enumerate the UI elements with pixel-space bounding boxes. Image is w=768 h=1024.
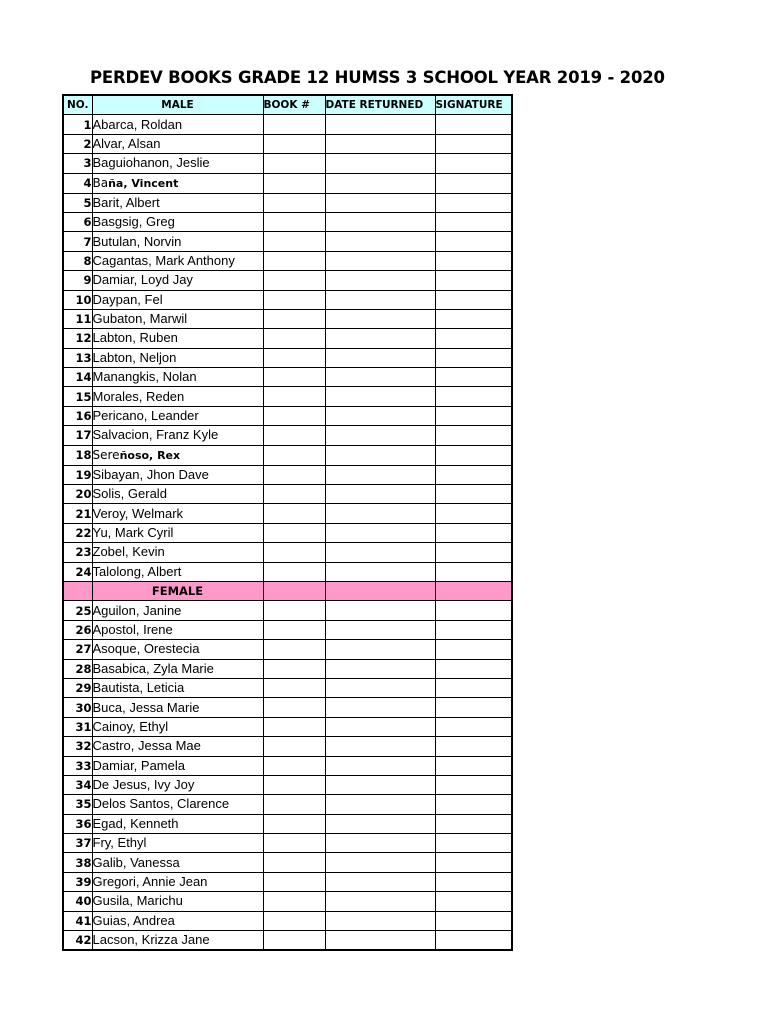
row-number: 18 xyxy=(63,445,92,465)
signature-cell xyxy=(435,717,512,736)
row-number: 35 xyxy=(63,795,92,814)
signature-cell xyxy=(435,485,512,504)
row-number: 13 xyxy=(63,348,92,367)
student-name: Salvacion, Franz Kyle xyxy=(92,426,263,445)
student-name: Labton, Neljon xyxy=(92,348,263,367)
row-number: 4 xyxy=(63,173,92,193)
table-row xyxy=(63,640,512,659)
book-number-cell xyxy=(263,834,325,853)
signature-cell xyxy=(435,406,512,425)
signature-cell xyxy=(435,251,512,270)
table-row xyxy=(63,232,512,251)
date-returned-cell xyxy=(325,834,435,853)
section-no-cell xyxy=(63,581,92,600)
student-name: Cagantas, Mark Anthony xyxy=(92,251,263,270)
row-number: 36 xyxy=(63,814,92,833)
table-row xyxy=(63,872,512,891)
signature-cell xyxy=(435,892,512,911)
row-number: 1 xyxy=(63,115,92,134)
date-returned-cell xyxy=(325,737,435,756)
student-name: Manangkis, Nolan xyxy=(92,368,263,387)
table-row xyxy=(63,485,512,504)
signature-cell xyxy=(435,504,512,523)
row-number: 42 xyxy=(63,931,92,951)
signature-cell xyxy=(435,562,512,581)
book-number-cell xyxy=(263,640,325,659)
row-number: 19 xyxy=(63,465,92,484)
signature-cell xyxy=(435,309,512,328)
row-number: 17 xyxy=(63,426,92,445)
book-return-table xyxy=(62,94,513,951)
signature-cell xyxy=(435,523,512,542)
table-row xyxy=(63,504,512,523)
signature-cell xyxy=(435,775,512,794)
signature-cell xyxy=(435,193,512,212)
signature-cell xyxy=(435,795,512,814)
book-number-cell xyxy=(263,251,325,270)
signature-cell xyxy=(435,212,512,231)
table-row xyxy=(63,309,512,328)
row-number: 23 xyxy=(63,543,92,562)
signature-cell xyxy=(435,678,512,697)
table-row xyxy=(63,154,512,173)
row-number: 28 xyxy=(63,659,92,678)
book-number-cell xyxy=(263,504,325,523)
table-row xyxy=(63,406,512,425)
table-row xyxy=(63,387,512,406)
student-name: Sibayan, Jhon Dave xyxy=(92,465,263,484)
student-name: Apostol, Irene xyxy=(92,620,263,639)
signature-cell xyxy=(435,329,512,348)
header-row xyxy=(63,95,512,115)
date-returned-cell xyxy=(325,406,435,425)
signature-cell xyxy=(435,290,512,309)
table-row xyxy=(63,931,512,951)
row-number: 39 xyxy=(63,872,92,891)
row-number: 2 xyxy=(63,134,92,153)
date-returned-cell xyxy=(325,698,435,717)
header-no: NO. xyxy=(63,95,92,115)
book-number-cell xyxy=(263,911,325,930)
section-signature-cell xyxy=(435,581,512,600)
book-number-cell xyxy=(263,115,325,134)
signature-cell xyxy=(435,134,512,153)
student-name xyxy=(92,445,263,465)
row-number: 26 xyxy=(63,620,92,639)
book-number-cell xyxy=(263,134,325,153)
row-number: 6 xyxy=(63,212,92,231)
signature-cell xyxy=(435,387,512,406)
female-section-row xyxy=(63,581,512,600)
header-male: MALE xyxy=(92,95,263,115)
book-number-cell xyxy=(263,892,325,911)
header-date-returned: DATE RETURNED xyxy=(325,95,435,115)
book-number-cell xyxy=(263,775,325,794)
student-name-part-bold: ñoso, Rex xyxy=(119,448,181,462)
table-row xyxy=(63,445,512,465)
date-returned-cell xyxy=(325,543,435,562)
row-number: 34 xyxy=(63,775,92,794)
date-returned-cell xyxy=(325,387,435,406)
date-returned-cell xyxy=(325,271,435,290)
row-number: 14 xyxy=(63,368,92,387)
table-row xyxy=(63,523,512,542)
table-row xyxy=(63,134,512,153)
book-number-cell xyxy=(263,368,325,387)
row-number: 37 xyxy=(63,834,92,853)
table-row xyxy=(63,911,512,930)
date-returned-cell xyxy=(325,115,435,134)
signature-cell xyxy=(435,601,512,620)
student-name: Damiar, Loyd Jay xyxy=(92,271,263,290)
date-returned-cell xyxy=(325,814,435,833)
date-returned-cell xyxy=(325,601,435,620)
book-number-cell xyxy=(263,620,325,639)
student-name: De Jesus, Ivy Joy xyxy=(92,775,263,794)
book-number-cell xyxy=(263,445,325,465)
student-name: Gubaton, Marwil xyxy=(92,309,263,328)
student-name-part: Ba xyxy=(92,175,109,190)
student-name: Delos Santos, Clarence xyxy=(92,795,263,814)
table-row xyxy=(63,543,512,562)
student-name: Zobel, Kevin xyxy=(92,543,263,562)
date-returned-cell xyxy=(325,134,435,153)
row-number: 7 xyxy=(63,232,92,251)
book-number-cell xyxy=(263,232,325,251)
signature-cell xyxy=(435,814,512,833)
student-name: Damiar, Pamela xyxy=(92,756,263,775)
student-name: Cainoy, Ethyl xyxy=(92,717,263,736)
signature-cell xyxy=(435,737,512,756)
student-name: Solis, Gerald xyxy=(92,485,263,504)
table-row xyxy=(63,756,512,775)
student-name: Butulan, Norvin xyxy=(92,232,263,251)
student-name: Basgsig, Greg xyxy=(92,212,263,231)
book-number-cell xyxy=(263,698,325,717)
student-name xyxy=(92,173,263,193)
student-name: Talolong, Albert xyxy=(92,562,263,581)
table-row xyxy=(63,115,512,134)
signature-cell xyxy=(435,426,512,445)
date-returned-cell xyxy=(325,756,435,775)
row-number: 16 xyxy=(63,406,92,425)
book-number-cell xyxy=(263,290,325,309)
table-row xyxy=(63,290,512,309)
row-number: 8 xyxy=(63,251,92,270)
date-returned-cell xyxy=(325,309,435,328)
table-row xyxy=(63,678,512,697)
book-number-cell xyxy=(263,795,325,814)
signature-cell xyxy=(435,115,512,134)
row-number: 3 xyxy=(63,154,92,173)
row-number: 24 xyxy=(63,562,92,581)
signature-cell xyxy=(435,659,512,678)
student-name: Pericano, Leander xyxy=(92,406,263,425)
row-number: 31 xyxy=(63,717,92,736)
date-returned-cell xyxy=(325,465,435,484)
signature-cell xyxy=(435,173,512,193)
date-returned-cell xyxy=(325,892,435,911)
row-number: 40 xyxy=(63,892,92,911)
signature-cell xyxy=(435,620,512,639)
signature-cell xyxy=(435,465,512,484)
date-returned-cell xyxy=(325,485,435,504)
book-number-cell xyxy=(263,543,325,562)
book-number-cell xyxy=(263,756,325,775)
row-number: 21 xyxy=(63,504,92,523)
signature-cell xyxy=(435,445,512,465)
row-number: 38 xyxy=(63,853,92,872)
table-row xyxy=(63,853,512,872)
row-number: 5 xyxy=(63,193,92,212)
date-returned-cell xyxy=(325,853,435,872)
date-returned-cell xyxy=(325,348,435,367)
date-returned-cell xyxy=(325,290,435,309)
date-returned-cell xyxy=(325,212,435,231)
student-name: Egad, Kenneth xyxy=(92,814,263,833)
section-book-cell xyxy=(263,581,325,600)
table-row xyxy=(63,737,512,756)
row-number: 33 xyxy=(63,756,92,775)
table-row xyxy=(63,601,512,620)
table-row xyxy=(63,212,512,231)
header-book-number: BOOK # xyxy=(263,95,325,115)
book-number-cell xyxy=(263,154,325,173)
student-name: Gusila, Marichu xyxy=(92,892,263,911)
signature-cell xyxy=(435,348,512,367)
table-row xyxy=(63,368,512,387)
date-returned-cell xyxy=(325,931,435,951)
student-name: Castro, Jessa Mae xyxy=(92,737,263,756)
student-name: Basabica, Zyla Marie xyxy=(92,659,263,678)
student-name: Daypan, Fel xyxy=(92,290,263,309)
student-name: Abarca, Roldan xyxy=(92,115,263,134)
table-row xyxy=(63,465,512,484)
signature-cell xyxy=(435,543,512,562)
book-number-cell xyxy=(263,348,325,367)
book-number-cell xyxy=(263,465,325,484)
table-row xyxy=(63,426,512,445)
student-name: Asoque, Orestecia xyxy=(92,640,263,659)
date-returned-cell xyxy=(325,620,435,639)
book-number-cell xyxy=(263,212,325,231)
date-returned-cell xyxy=(325,562,435,581)
signature-cell xyxy=(435,232,512,251)
header-signature: SIGNATURE xyxy=(435,95,512,115)
book-number-cell xyxy=(263,193,325,212)
book-number-cell xyxy=(263,406,325,425)
book-number-cell xyxy=(263,737,325,756)
date-returned-cell xyxy=(325,640,435,659)
table-row xyxy=(63,795,512,814)
row-number: 29 xyxy=(63,678,92,697)
row-number: 22 xyxy=(63,523,92,542)
table-row xyxy=(63,717,512,736)
book-number-cell xyxy=(263,387,325,406)
date-returned-cell xyxy=(325,329,435,348)
signature-cell xyxy=(435,368,512,387)
book-number-cell xyxy=(263,717,325,736)
book-number-cell xyxy=(263,523,325,542)
student-name: Veroy, Welmark xyxy=(92,504,263,523)
row-number: 11 xyxy=(63,309,92,328)
student-name: Aguilon, Janine xyxy=(92,601,263,620)
table-row xyxy=(63,193,512,212)
row-number: 10 xyxy=(63,290,92,309)
student-name-part: Sere xyxy=(92,447,120,462)
table-row xyxy=(63,698,512,717)
row-number: 27 xyxy=(63,640,92,659)
signature-cell xyxy=(435,640,512,659)
signature-cell xyxy=(435,834,512,853)
row-number: 30 xyxy=(63,698,92,717)
date-returned-cell xyxy=(325,678,435,697)
student-name: Morales, Reden xyxy=(92,387,263,406)
book-number-cell xyxy=(263,485,325,504)
student-name: Barit, Albert xyxy=(92,193,263,212)
student-name: Yu, Mark Cyril xyxy=(92,523,263,542)
book-number-cell xyxy=(263,601,325,620)
book-number-cell xyxy=(263,271,325,290)
section-date-cell xyxy=(325,581,435,600)
row-number: 41 xyxy=(63,911,92,930)
signature-cell xyxy=(435,872,512,891)
student-name: Bautista, Leticia xyxy=(92,678,263,697)
student-name: Gregori, Annie Jean xyxy=(92,872,263,891)
date-returned-cell xyxy=(325,659,435,678)
book-number-cell xyxy=(263,426,325,445)
table-row xyxy=(63,271,512,290)
table-row xyxy=(63,620,512,639)
table-row xyxy=(63,892,512,911)
signature-cell xyxy=(435,154,512,173)
row-number: 12 xyxy=(63,329,92,348)
row-number: 15 xyxy=(63,387,92,406)
student-name: Labton, Ruben xyxy=(92,329,263,348)
table-row xyxy=(63,814,512,833)
signature-cell xyxy=(435,271,512,290)
student-name: Baguiohanon, Jeslie xyxy=(92,154,263,173)
book-number-cell xyxy=(263,853,325,872)
date-returned-cell xyxy=(325,795,435,814)
student-name: Alvar, Alsan xyxy=(92,134,263,153)
book-number-cell xyxy=(263,562,325,581)
signature-cell xyxy=(435,931,512,951)
student-name: Fry, Ethyl xyxy=(92,834,263,853)
date-returned-cell xyxy=(325,504,435,523)
date-returned-cell xyxy=(325,232,435,251)
student-name: Guias, Andrea xyxy=(92,911,263,930)
female-section-label: FEMALE xyxy=(92,581,263,600)
table-row xyxy=(63,834,512,853)
table-row xyxy=(63,329,512,348)
student-name: Buca, Jessa Marie xyxy=(92,698,263,717)
book-number-cell xyxy=(263,173,325,193)
date-returned-cell xyxy=(325,173,435,193)
book-number-cell xyxy=(263,659,325,678)
signature-cell xyxy=(435,911,512,930)
date-returned-cell xyxy=(325,154,435,173)
date-returned-cell xyxy=(325,193,435,212)
student-name-part-bold: ña, Vincent xyxy=(108,176,179,190)
row-number: 20 xyxy=(63,485,92,504)
book-number-cell xyxy=(263,309,325,328)
table-row xyxy=(63,173,512,193)
date-returned-cell xyxy=(325,717,435,736)
date-returned-cell xyxy=(325,251,435,270)
student-name: Galib, Vanessa xyxy=(92,853,263,872)
book-number-cell xyxy=(263,872,325,891)
student-name: Lacson, Krizza Jane xyxy=(92,931,263,951)
signature-cell xyxy=(435,853,512,872)
table-row xyxy=(63,659,512,678)
table-row xyxy=(63,775,512,794)
date-returned-cell xyxy=(325,872,435,891)
table-row xyxy=(63,251,512,270)
page-title: PERDEV BOOKS GRADE 12 HUMSS 3 SCHOOL YEAR 2019 - 2020 xyxy=(90,68,665,87)
row-number: 32 xyxy=(63,737,92,756)
date-returned-cell xyxy=(325,775,435,794)
date-returned-cell xyxy=(325,911,435,930)
signature-cell xyxy=(435,698,512,717)
book-number-cell xyxy=(263,931,325,951)
table-row xyxy=(63,562,512,581)
book-number-cell xyxy=(263,678,325,697)
date-returned-cell xyxy=(325,426,435,445)
book-number-cell xyxy=(263,814,325,833)
signature-cell xyxy=(435,756,512,775)
date-returned-cell xyxy=(325,523,435,542)
row-number: 9 xyxy=(63,271,92,290)
date-returned-cell xyxy=(325,368,435,387)
table-row xyxy=(63,348,512,367)
book-number-cell xyxy=(263,329,325,348)
date-returned-cell xyxy=(325,445,435,465)
row-number: 25 xyxy=(63,601,92,620)
